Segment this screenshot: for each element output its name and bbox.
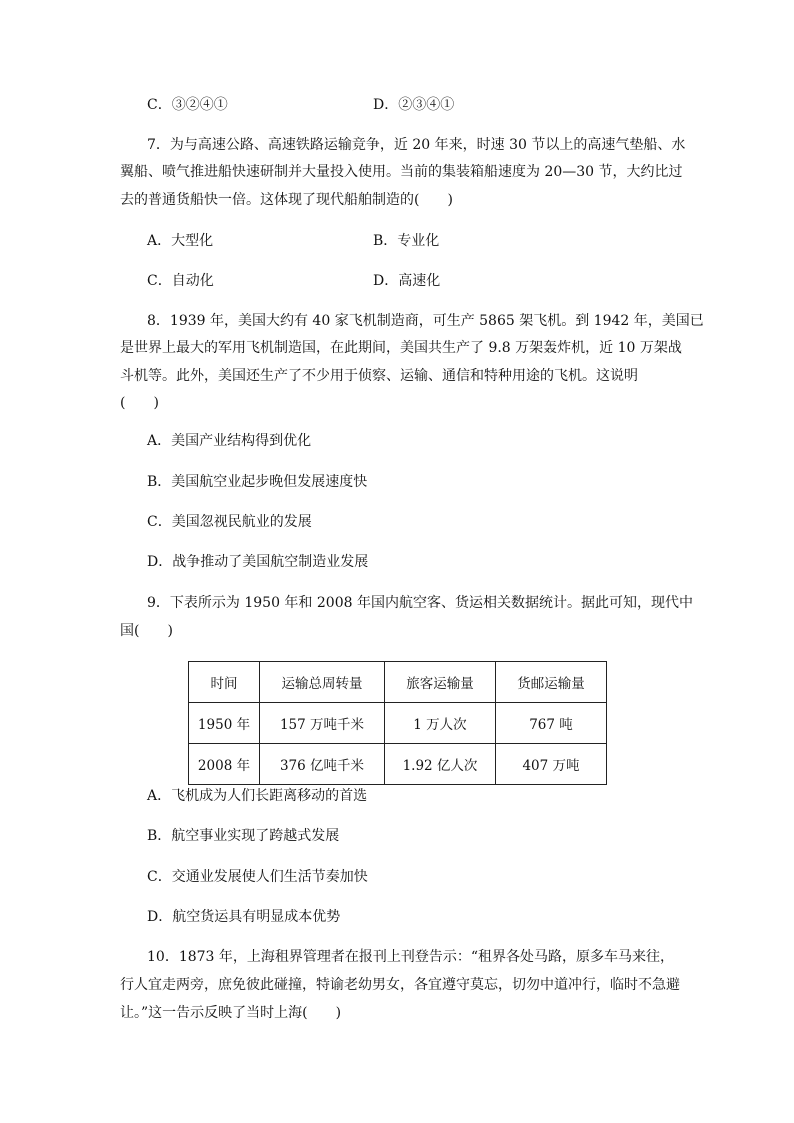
q9-option-c: C．交通业发展使人们生活节奏加快 — [147, 869, 368, 885]
q9-option-a: A．飞机成为人们长距离移动的首选 — [147, 788, 368, 804]
q8-option-d: D．战争推动了美国航空制造业发展 — [147, 554, 369, 570]
table-cell: 407 万吨 — [496, 744, 607, 785]
table-cell: 1 万人次 — [385, 703, 496, 744]
q7-option-c: C．自动化 — [147, 273, 214, 289]
q8-stem-line-1: 8．1939 年，美国大约有 40 家飞机制造商，可生产 5865 架飞机。到 1942 年，美国已 — [147, 313, 704, 329]
q8-option-c: C．美国忽视民航业的发展 — [147, 514, 312, 530]
table-row — [189, 744, 607, 785]
q9-option-b: B．航空事业实现了跨越式发展 — [147, 828, 340, 844]
q8-stem-line-3: 斗机等。此外，美国还生产了不少用于侦察、运输、通信和特种用途的飞机。这说明 — [120, 368, 638, 384]
table-cell: 2008 年 — [189, 744, 260, 785]
table-header-cell: 时间 — [189, 662, 260, 703]
q6-option-c: C．③②④① — [147, 97, 228, 113]
q7-stem-line-1: 7．为与高速公路、高速铁路运输竞争，近 20 年来，时速 30 节以上的高速气垫船、水 — [147, 137, 686, 153]
table-header-cell: 旅客运输量 — [385, 662, 496, 703]
q9-stem-line-1: 9．下表所示为 1950 年和 2008 年国内航空客、货运相关数据统计。据此可知，现代中 — [147, 595, 693, 611]
q7-option-a: A．大型化 — [147, 233, 214, 249]
q7-stem-line-3: 去的普通货船快一倍。这体现了现代船舶制造的( ) — [120, 192, 453, 208]
q8-stem-line-2: 是世界上最大的军用飞机制造国，在此期间，美国共生产了 9.8 万架轰炸机，近 10 万架战 — [120, 340, 682, 356]
q10-stem-line-1: 10．1873 年，上海租界管理者在报刊上刊登告示：“租界各处马路，原多车马来往， — [147, 949, 675, 965]
table-row — [189, 703, 607, 744]
table-header-cell: 货邮运输量 — [496, 662, 607, 703]
q7-option-d: D．高速化 — [373, 273, 441, 289]
q10-stem-line-2: 行人宜走两旁，庶免彼此碰撞，特谕老幼男女，各宜遵守莫忘，切勿中道冲行，临时不急避 — [120, 977, 680, 993]
q9-stem-line-2: 国( ) — [120, 623, 173, 639]
q6-option-d: D．②③④① — [373, 97, 455, 113]
table-header-cell: 运输总周转量 — [260, 662, 385, 703]
table-cell: 376 亿吨千米 — [260, 744, 385, 785]
table-cell: 1.92 亿人次 — [385, 744, 496, 785]
q10-stem-line-3: 让。”这一告示反映了当时上海( ) — [120, 1005, 342, 1021]
q8-option-b: B．美国航空业起步晚但发展速度快 — [147, 474, 368, 490]
table-header-row — [189, 662, 607, 703]
q8-stem-line-4: ( ) — [120, 395, 159, 411]
q8-option-a: A．美国产业结构得到优化 — [147, 433, 312, 449]
table-cell: 1950 年 — [189, 703, 260, 744]
q7-option-b: B．专业化 — [373, 233, 440, 249]
aviation-stats-table — [188, 661, 607, 785]
q7-stem-line-2: 翼船、喷气推进船快速研制并大量投入使用。当前的集装箱船速度为 20—30 节，大约比过 — [120, 164, 683, 180]
table-cell: 767 吨 — [496, 703, 607, 744]
q9-option-d: D．航空货运具有明显成本优势 — [147, 909, 341, 925]
table-cell: 157 万吨千米 — [260, 703, 385, 744]
